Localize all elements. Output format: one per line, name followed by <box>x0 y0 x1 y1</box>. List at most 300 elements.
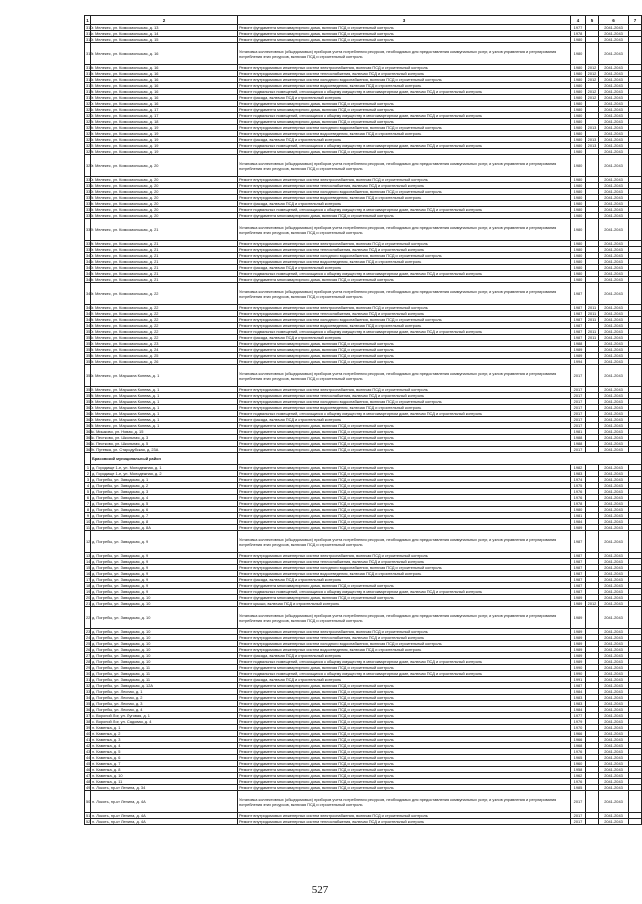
work-type-cell: Ремонт внутридомовых инженерных систем теплоснабжения, включая ПСД и строительный контроль <box>238 247 571 253</box>
address-cell: д. Погребы, ул. Лесная, д. 2 <box>91 695 238 701</box>
planned-period-cell: 2041-2043 <box>599 577 629 583</box>
commissioning-year-cell: 1980 <box>571 95 586 101</box>
row-number-cell: 338 <box>86 241 93 246</box>
row-number-cell: 32 <box>86 683 91 688</box>
table-row <box>85 283 642 305</box>
row-number-cell: 326 <box>86 137 93 142</box>
commissioning-year-cell: 1980 <box>571 259 586 265</box>
commissioning-year-cell: 1965 <box>571 755 586 761</box>
work-type-cell: Ремонт фасада, включая ПСД и строительный контроль <box>238 335 571 341</box>
address-cell: п. Локоть, пр-кт Ленина, д. 4А <box>91 813 238 819</box>
work-type-cell: Ремонт фундамента многоквартирного дома, включая ПСД и строительный контроль <box>238 25 571 31</box>
commissioning-year-cell: 1985 <box>571 785 586 791</box>
address-cell: г. Мелекес, ул. Комсомольская, д. 20 <box>91 177 238 183</box>
address-cell: п. Каменка, д. 3 <box>91 737 238 743</box>
row-number-cell: 40 <box>86 731 91 736</box>
work-type-cell: Ремонт подвальных помещений, относящихся к общему имуществу в многоквартирном доме, включая ПСД и строительный контроль <box>238 671 571 677</box>
address-cell: г. Мелекес, ул. Комсомольская, д. 20 <box>91 207 238 213</box>
work-type-cell: Ремонт подвальных помещений, относящихся к общему имуществу в многоквартирном доме, включая ПСД и строительный контроль <box>238 659 571 665</box>
address-cell: п. Локоть, пр-кт Ленина, д. 34 <box>91 785 238 791</box>
planned-period-cell: 2041-2043 <box>599 31 629 37</box>
planned-period-cell: 2041-2043 <box>599 25 629 31</box>
row-number-cell: 42 <box>86 743 91 748</box>
commissioning-year-cell: 1966 <box>571 737 586 743</box>
row-number-cell: 45 <box>86 761 91 766</box>
commissioning-year-cell: 1980 <box>571 43 586 65</box>
work-type-cell: Ремонт фундамента многоквартирного дома, включая ПСД и строительный контроль <box>238 779 571 785</box>
commissioning-year-cell: 1989 <box>571 653 586 659</box>
commissioning-year-cell: 1980 <box>571 183 586 189</box>
planned-period-cell: 2041-2043 <box>599 819 629 825</box>
work-type-cell: Ремонт фундамента многоквартирного дома, включая ПСД и строительный контроль <box>238 519 571 525</box>
table-row <box>85 365 642 387</box>
planned-period-cell: 2041-2043 <box>599 83 629 89</box>
row-number-cell: 44 <box>86 755 91 760</box>
address-cell: п. Каменка, д. 10 <box>91 773 238 779</box>
planned-period-cell: 2041-2043 <box>599 595 629 601</box>
commissioning-year-cell: 1976 <box>571 489 586 495</box>
commissioning-year-cell: 1980 <box>571 65 586 71</box>
planned-period-cell: 2041-2043 <box>599 311 629 317</box>
row-number-cell: 313 <box>85 43 91 65</box>
commissioning-year-cell: 1987 <box>571 589 586 595</box>
address-cell: г. Мелекес, ул. Комсомольская, д. 24 <box>91 347 238 353</box>
work-type-cell: Ремонт фундамента многоквартирного дома, включая ПСД и строительный контроль <box>238 495 571 501</box>
work-type-cell: Ремонт фундамента многоквартирного дома, включая ПСД и строительный контроль <box>238 665 571 671</box>
address-cell: д. Погребы, ул. Заводская, д. 7 <box>91 513 238 519</box>
planned-period-cell: 2041-2043 <box>599 353 629 359</box>
row-number-cell: 41 <box>86 737 91 742</box>
commissioning-year-cell: 2017 <box>571 387 586 393</box>
note-cell <box>629 791 642 813</box>
header-col-7: 7 <box>629 16 642 25</box>
address-cell: г. Мелекес, ул. Комсомольская, д. 22 <box>91 317 238 323</box>
row-number-cell: 349 <box>86 323 93 328</box>
work-type-cell: Установка коллективных (общедомовых) приборов учета потребления ресурсов, необходимых для предоставления коммунальных услуг, и узлов управления и регулирования потребления этих ресурсов, включая ПСД и строительный контроль <box>238 283 571 305</box>
address-cell: г. Мелекес, ул. Комсомольская, д. 15 <box>91 37 238 43</box>
planned-period-cell: 2041-2043 <box>599 113 629 119</box>
work-type-cell: Ремонт подвальных помещений, относящихся к общему имуществу в многоквартирном доме, включая ПСД и строительный контроль <box>238 329 571 335</box>
planned-period-cell: 2041-2043 <box>599 283 629 305</box>
commissioning-year-cell: 1989 <box>571 353 586 359</box>
row-number-cell: 363 <box>86 423 93 428</box>
row-number-cell: 27 <box>86 653 91 658</box>
work-type-cell: Ремонт фундамента многоквартирного дома, включая ПСД и строительный контроль <box>238 341 571 347</box>
planned-period-cell: 2041-2043 <box>599 247 629 253</box>
address-cell: г. Мелекес, ул. Маршала Конева, д. 1 <box>91 365 238 387</box>
address-cell: д. Погребы, ул. Заводская, д. 10 <box>91 659 238 665</box>
row-number-cell: 359 <box>86 399 93 404</box>
commissioning-year-cell: 1980 <box>571 177 586 183</box>
work-type-cell: Ремонт внутридомовых инженерных систем теплоснабжения, включая ПСД и строительный контроль <box>238 71 571 77</box>
address-cell: г. Мелекес, ул. Комсомольская, д. 21 <box>91 241 238 247</box>
last-repair-year-cell <box>586 791 599 813</box>
address-cell: г. Мелекес, ул. Комсомольская, д. 19 <box>91 125 238 131</box>
planned-period-cell: 2041-2043 <box>599 559 629 565</box>
address-cell: п. Каменка, д. 5 <box>91 749 238 755</box>
address-cell: г. Мелекес, ул. Комсомольская, д. 21 <box>91 259 238 265</box>
address-cell: д. Погребы, ул. Лесная, д. 3 <box>91 701 238 707</box>
note-cell <box>629 155 642 177</box>
planned-period-cell: 2041-2043 <box>599 471 629 477</box>
address-cell: д. Погребы, ул. Заводская, д. 9 <box>91 565 238 571</box>
work-type-cell: Ремонт внутридомовых инженерных систем теплоснабжения, включая ПСД и строительный контроль <box>238 819 571 825</box>
row-number-cell: 7 <box>85 501 91 507</box>
address-cell: г. Мелекес, ул. Комсомольская, д. 13 <box>91 25 238 31</box>
work-type-cell: Ремонт подвальных помещений, относящихся к общему имуществу в многоквартирном доме, включая ПСД и строительный контроль <box>238 589 571 595</box>
note-cell <box>629 365 642 387</box>
last-repair-year-cell <box>586 219 599 241</box>
planned-period-cell: 2041-2043 <box>599 71 629 77</box>
address-cell: г. Мелекес, ул. Комсомольская, д. 22 <box>91 323 238 329</box>
address-cell: г. Мелекес, ул. Комсомольская, д. 22 <box>91 305 238 311</box>
work-type-cell: Ремонт фундамента многоквартирного дома, включая ПСД и строительный контроль <box>238 489 571 495</box>
commissioning-year-cell: 1981 <box>571 513 586 519</box>
work-type-cell: Ремонт фундамента многоквартирного дома, включая ПСД и строительный контроль <box>238 719 571 725</box>
commissioning-year-cell: 1987 <box>571 335 586 341</box>
row-number-cell: 6 <box>85 495 91 501</box>
work-type-cell: Ремонт фундамента многоквартирного дома, включая ПСД и строительный контроль <box>238 435 571 441</box>
planned-period-cell: 2041-2043 <box>599 241 629 247</box>
table-row <box>85 43 642 65</box>
commissioning-year-cell: 1975 <box>571 483 586 489</box>
commissioning-year-cell: 1987 <box>571 583 586 589</box>
work-type-cell: Ремонт внутридомовых инженерных систем водоотведения, включая ПСД и строительный контроль <box>238 405 571 411</box>
commissioning-year-cell: 1988 <box>571 441 586 447</box>
commissioning-year-cell: 1980 <box>571 119 586 125</box>
commissioning-year-cell: 1962 <box>571 773 586 779</box>
commissioning-year-cell: 1980 <box>571 77 586 83</box>
commissioning-year-cell: 1980 <box>571 37 586 43</box>
address-cell: г. Мелекес, ул. Комсомольская, д. 14 <box>91 31 238 37</box>
planned-period-cell: 2041-2043 <box>599 583 629 589</box>
row-number-cell: 2 <box>85 471 91 477</box>
address-cell: г. Мелекес, ул. Комсомольская, д. 21 <box>91 277 238 283</box>
planned-period-cell: 2041-2043 <box>599 95 629 101</box>
commissioning-year-cell: 1980 <box>571 131 586 137</box>
work-type-cell: Ремонт внутридомовых инженерных систем водоотведения, включая ПСД и строительный контроль <box>238 131 571 137</box>
last-repair-year-cell: 2013 <box>586 143 599 149</box>
planned-period-cell: 2041-2043 <box>599 477 629 483</box>
planned-period-cell: 2041-2043 <box>599 149 629 155</box>
commissioning-year-cell: 1988 <box>571 341 586 347</box>
work-type-cell: Ремонт внутридомовых инженерных систем водоотведения, включая ПСД и строительный контроль <box>238 571 571 577</box>
row-number-cell: 310 <box>86 25 93 30</box>
work-type-cell: Ремонт фундамента многоквартирного дома, включая ПСД и строительный контроль <box>238 743 571 749</box>
planned-period-cell: 2041-2043 <box>599 565 629 571</box>
row-number-cell: 321 <box>86 107 93 112</box>
address-cell: д. Погребы, ул. Заводская, д. 8 <box>91 519 238 525</box>
row-number-cell: 29 <box>86 665 91 670</box>
row-number-cell: 43 <box>86 749 91 754</box>
work-type-cell: Ремонт внутридомовых инженерных систем теплоснабжения, включая ПСД и строительный контроль <box>238 311 571 317</box>
planned-period-cell: 2041-2043 <box>599 207 629 213</box>
address-cell: г. Мелекес, ул. Комсомольская, д. 20 <box>91 155 238 177</box>
section-row <box>85 453 642 465</box>
row-number-cell: 48 <box>86 779 91 784</box>
planned-period-cell: 2041-2043 <box>599 37 629 43</box>
planned-period-cell: 2041-2043 <box>599 671 629 677</box>
row-number-cell: 31 <box>86 677 91 682</box>
row-number-cell: 352 <box>86 341 93 346</box>
commissioning-year-cell: 1987 <box>571 305 586 311</box>
row-number-cell: 330 <box>86 177 93 182</box>
planned-period-cell: 2041-2043 <box>599 489 629 495</box>
row-number-cell: 17 <box>86 577 91 582</box>
planned-period-cell: 2041-2043 <box>599 779 629 785</box>
planned-period-cell: 2041-2043 <box>599 277 629 283</box>
work-type-cell: Ремонт фундамента многоквартирного дома, включая ПСД и строительный контроль <box>238 689 571 695</box>
address-cell: г. Мелекес, ул. Комсомольская, д. 21 <box>91 253 238 259</box>
planned-period-cell: 2041-2043 <box>599 441 629 447</box>
work-type-cell: Ремонт фундамента многоквартирного дома, включая ПСД и строительный контроль <box>238 761 571 767</box>
work-type-cell: Ремонт внутридомовых инженерных систем теплоснабжения, включая ПСД и строительный контроль <box>238 393 571 399</box>
work-type-cell: Ремонт фундамента многоквартирного дома, включая ПСД и строительный контроль <box>238 447 571 453</box>
work-type-cell: Ремонт внутридомовых инженерных систем холодного водоснабжения, включая ПСД и строительный контроль <box>238 565 571 571</box>
row-number-cell: 324 <box>86 125 93 130</box>
planned-period-cell: 2041-2043 <box>599 177 629 183</box>
address-cell: д. Погребы, ул. Заводская, д. 9 <box>91 553 238 559</box>
commissioning-year-cell: 1980 <box>571 113 586 119</box>
last-repair-year-cell: 2011 <box>586 335 599 341</box>
row-number-cell: 323 <box>86 119 93 124</box>
last-repair-year-cell <box>586 365 599 387</box>
work-type-cell: Ремонт фундамента многоквартирного дома, включая ПСД и строительный контроль <box>238 359 571 365</box>
row-number-cell: 25 <box>86 641 91 646</box>
work-type-cell: Ремонт фундамента многоквартирного дома, включая ПСД и строительный контроль <box>238 595 571 601</box>
header-col-6: 6 <box>599 16 629 25</box>
planned-period-cell: 2041-2043 <box>599 265 629 271</box>
note-cell <box>629 531 642 553</box>
commissioning-year-cell: 1976 <box>571 495 586 501</box>
last-repair-year-cell: 2012 <box>586 89 599 95</box>
work-type-cell: Ремонт внутридомовых инженерных систем теплоснабжения, включая ПСД и строительный контроль <box>238 559 571 565</box>
row-number-cell: 3 <box>85 477 91 483</box>
row-number-cell: 329 <box>85 155 91 177</box>
planned-period-cell: 2041-2043 <box>599 589 629 595</box>
address-cell: г. Мелекес, ул. Комсомольская, д. 16 <box>91 43 238 65</box>
work-type-cell: Ремонт фундамента многоквартирного дома, включая ПСД и строительный контроль <box>238 149 571 155</box>
address-cell: г. Мелекес, ул. Комсомольская, д. 21 <box>91 265 238 271</box>
row-number-cell: 13 <box>86 553 91 558</box>
work-type-cell: Ремонт внутридомовых инженерных систем холодного водоснабжения, включая ПСД и строительный контроль <box>238 125 571 131</box>
work-type-cell: Ремонт фасада, включая ПСД и строительный контроль <box>238 95 571 101</box>
work-type-cell: Ремонт фундамента многоквартирного дома, включая ПСД и строительный контроль <box>238 347 571 353</box>
planned-period-cell: 2041-2043 <box>599 119 629 125</box>
planned-period-cell: 2041-2043 <box>599 417 629 423</box>
work-type-cell: Ремонт внутридомовых инженерных систем водоотведения, включая ПСД и строительный контроль <box>238 195 571 201</box>
work-type-cell: Ремонт фасада, включая ПСД и строительный контроль <box>238 265 571 271</box>
row-number-cell: 325 <box>86 131 93 136</box>
work-type-cell: Ремонт фундамента многоквартирного дома, включая ПСД и строительный контроль <box>238 37 571 43</box>
planned-period-cell: 2041-2043 <box>599 791 629 813</box>
commissioning-year-cell: 2017 <box>571 393 586 399</box>
planned-period-cell: 2041-2043 <box>599 335 629 341</box>
work-type-cell: Ремонт внутридомовых инженерных систем теплоснабжения, включая ПСД и строительный контроль <box>238 183 571 189</box>
planned-period-cell: 2041-2043 <box>599 513 629 519</box>
row-number-cell: 314 <box>86 65 93 70</box>
work-type-cell: Ремонт фундамента многоквартирного дома, включая ПСД и строительный контроль <box>238 785 571 791</box>
work-type-cell: Установка коллективных (общедомовых) приборов учета потребления ресурсов, необходимых для предоставления коммунальных услуг, и узлов управления и регулирования потребления этих ресурсов, включая ПСД и строительный контроль <box>238 607 571 629</box>
work-type-cell: Ремонт внутридомовых инженерных систем водоотведения, включая ПСД и строительный контроль <box>238 323 571 329</box>
row-number-cell: 1 <box>85 465 91 471</box>
address-cell: с. Вороной Лог, ул. Луговая, д. 1 <box>91 713 238 719</box>
planned-period-cell: 2041-2043 <box>599 665 629 671</box>
planned-period-cell: 2041-2043 <box>599 755 629 761</box>
address-cell: г. Мелекес, ул. Комсомольская, д. 20 <box>91 195 238 201</box>
work-type-cell: Ремонт фасада, включая ПСД и строительный контроль <box>238 201 571 207</box>
commissioning-year-cell: 1980 <box>571 253 586 259</box>
work-type-cell: Ремонт фундамента многоквартирного дома, включая ПСД и строительный контроль <box>238 477 571 483</box>
work-type-cell: Установка коллективных (общедомовых) приборов учета потребления ресурсов, необходимых для предоставления коммунальных услуг, и узлов управления и регулирования потребления этих ресурсов, включая ПСД и строительный контроль <box>238 219 571 241</box>
address-cell: п. Каменка, д. 2 <box>91 731 238 737</box>
row-number-cell: 333 <box>86 195 93 200</box>
commissioning-year-cell: 2017 <box>571 813 586 819</box>
row-number-cell: 312 <box>86 37 93 42</box>
address-cell: г. Мелекес, ул. Комсомольская, д. 16 <box>91 83 238 89</box>
address-cell: г. Мелекес, ул. Комсомольская, д. 19 <box>91 131 238 137</box>
planned-period-cell: 2041-2043 <box>599 785 629 791</box>
planned-period-cell: 2041-2043 <box>599 737 629 743</box>
row-number-cell: 335 <box>86 207 93 212</box>
header-col-1: 1 <box>86 17 89 23</box>
work-type-cell: Ремонт фундамента многоквартирного дома, включая ПСД и строительный контроль <box>238 31 571 37</box>
address-cell: д. Погребы, ул. Заводская, д. 6 <box>91 507 238 513</box>
planned-period-cell: 2041-2043 <box>599 155 629 177</box>
commissioning-year-cell: 1978 <box>571 501 586 507</box>
note-cell <box>629 43 642 65</box>
planned-period-cell: 2041-2043 <box>599 689 629 695</box>
planned-period-cell: 2041-2043 <box>599 531 629 553</box>
commissioning-year-cell: 1974 <box>571 477 586 483</box>
work-type-cell: Ремонт фасада, включая ПСД и строительный контроль <box>238 137 571 143</box>
address-cell: д. Погребы, ул. Заводская, д. 9 <box>91 589 238 595</box>
planned-period-cell: 2041-2043 <box>599 423 629 429</box>
row-number-cell: 337 <box>85 219 91 241</box>
work-type-cell: Ремонт подвальных помещений, относящихся к общему имуществу в многоквартирном доме, включая ПСД и строительный контроль <box>238 113 571 119</box>
last-repair-year-cell: 2013 <box>586 125 599 131</box>
commissioning-year-cell: 1980 <box>571 207 586 213</box>
planned-period-cell: 2041-2043 <box>599 607 629 629</box>
address-cell: п. Локоть, пр-кт Ленина, д. 4А <box>91 819 238 825</box>
planned-period-cell: 2041-2043 <box>599 707 629 713</box>
work-type-cell: Ремонт внутридомовых инженерных систем электроснабжения, включая ПСД и строительный контроль <box>238 241 571 247</box>
work-type-cell: Ремонт фундамента многоквартирного дома, включая ПСД и строительный контроль <box>238 773 571 779</box>
planned-period-cell: 2041-2043 <box>599 411 629 417</box>
planned-period-cell: 2041-2043 <box>599 183 629 189</box>
work-type-cell: Ремонт фундамента многоквартирного дома, включая ПСД и строительный контроль <box>238 701 571 707</box>
planned-period-cell: 2041-2043 <box>599 683 629 689</box>
row-number-cell: 346 <box>86 305 93 310</box>
work-type-cell: Ремонт фундамента многоквартирного дома, включая ПСД и строительный контроль <box>238 277 571 283</box>
row-number-cell: 14 <box>86 559 91 564</box>
planned-period-cell: 2041-2043 <box>599 519 629 525</box>
commissioning-year-cell: 1987 <box>571 571 586 577</box>
work-type-cell: Ремонт фасада, включая ПСД и строительный контроль <box>238 677 571 683</box>
commissioning-year-cell: 1983 <box>571 471 586 477</box>
address-cell: с. Пестково, ул. Школьная, д. 5 <box>91 441 238 447</box>
row-number-cell: 51 <box>86 813 91 818</box>
work-type-cell: Установка коллективных (общедомовых) приборов учета потребления ресурсов, необходимых для предоставления коммунальных услуг, и узлов управления и регулирования потребления этих ресурсов, включая ПСД и строительный контроль <box>238 155 571 177</box>
commissioning-year-cell: 1987 <box>571 329 586 335</box>
last-repair-year-cell: 2012 <box>586 65 599 71</box>
row-number-cell: 367 <box>86 447 93 452</box>
commissioning-year-cell: 1980 <box>571 107 586 113</box>
planned-period-cell: 2041-2043 <box>599 507 629 513</box>
header-col-5: 5 <box>586 16 599 25</box>
work-type-cell: Ремонт фундамента многоквартирного дома, включая ПСД и строительный контроль <box>238 213 571 219</box>
row-number-cell: 334 <box>86 201 93 206</box>
address-cell: г. Мелекес, ул. Комсомольская, д. 21 <box>91 219 238 241</box>
address-cell: д. Погребы, ул. Заводская, д. 10 <box>91 607 238 629</box>
address-cell: г. Мелекес, ул. Комсомольская, д. 21 <box>91 247 238 253</box>
row-number-cell: 30 <box>86 671 91 676</box>
row-number-cell: 332 <box>86 189 93 194</box>
planned-period-cell: 2041-2043 <box>599 447 629 453</box>
row-number-cell: 340 <box>86 253 93 258</box>
row-number-cell: 15 <box>86 565 91 570</box>
row-number-cell: 362 <box>86 417 93 422</box>
planned-period-cell: 2041-2043 <box>599 393 629 399</box>
planned-period-cell: 2041-2043 <box>599 501 629 507</box>
header-col-3: 3 <box>238 16 571 25</box>
row-number-cell: 37 <box>86 713 91 718</box>
work-type-cell: Ремонт фундамента многоквартирного дома, включая ПСД и строительный контроль <box>238 471 571 477</box>
planned-period-cell: 2041-2043 <box>599 89 629 95</box>
planned-period-cell: 2041-2043 <box>599 483 629 489</box>
address-cell: г. Мелекес, ул. Маршала Конева, д. 1 <box>91 417 238 423</box>
row-number-cell: 316 <box>86 77 93 82</box>
commissioning-year-cell: 2017 <box>571 417 586 423</box>
row-number-cell: 345 <box>85 283 91 305</box>
commissioning-year-cell: 1989 <box>571 595 586 601</box>
work-type-cell: Установка коллективных (общедомовых) приборов учета потребления ресурсов, необходимых для предоставления коммунальных услуг, и узлов управления и регулирования потребления этих ресурсов, включая ПСД и строительный контроль <box>238 365 571 387</box>
address-cell: д. Погребы, ул. Заводская, д. 3 <box>91 489 238 495</box>
work-type-cell: Ремонт фундамента многоквартирного дома, включая ПСД и строительный контроль <box>238 713 571 719</box>
work-type-cell: Ремонт внутридомовых инженерных систем водоотведения, включая ПСД и строительный контроль <box>238 259 571 265</box>
work-type-cell: Ремонт фундамента многоквартирного дома, включая ПСД и строительный контроль <box>238 767 571 773</box>
row-number-cell: 357 <box>86 387 93 392</box>
work-type-cell: Ремонт внутридомовых инженерных систем холодного водоснабжения, включая ПСД и строительный контроль <box>238 317 571 323</box>
work-type-cell: Ремонт фундамента многоквартирного дома, включая ПСД и строительный контроль <box>238 441 571 447</box>
address-cell: д. Погребы, ул. Заводская, д. 10 <box>91 601 238 607</box>
address-cell: г. Мелекес, ул. Комсомольская, д. 20 <box>91 213 238 219</box>
planned-period-cell: 2041-2043 <box>599 131 629 137</box>
planned-period-cell: 2041-2043 <box>599 773 629 779</box>
work-type-cell: Ремонт подвальных помещений, относящихся к общему имуществу в многоквартирном доме, включая ПСД и строительный контроль <box>238 89 571 95</box>
work-type-cell: Ремонт внутридомовых инженерных систем водоотведения, включая ПСД и строительный контроль <box>238 83 571 89</box>
commissioning-year-cell: 1980 <box>571 155 586 177</box>
work-type-cell: Ремонт фасада, включая ПСД и строительный контроль <box>238 577 571 583</box>
address-cell: г. Мелекес, ул. Комсомольская, д. 22 <box>91 311 238 317</box>
address-cell: г. Мелекес, ул. Комсомольская, д. 17 <box>91 113 238 119</box>
last-repair-year-cell <box>586 155 599 177</box>
section-title: Брасовский муниципальный район <box>91 453 238 465</box>
address-cell: д. Погребы, ул. Заводская, д. 11 <box>91 671 238 677</box>
commissioning-year-cell: 1980 <box>571 83 586 89</box>
planned-period-cell: 2041-2043 <box>599 767 629 773</box>
note-cell <box>629 819 642 825</box>
planned-period-cell: 2041-2043 <box>599 195 629 201</box>
row-number-cell: 322 <box>86 113 93 118</box>
row-number-cell: 4 <box>85 483 91 489</box>
commissioning-year-cell: 1989 <box>571 601 586 607</box>
address-cell: с. Мишково, ул. Новая, д. 15 <box>91 429 238 435</box>
work-type-cell: Ремонт фундамента многоквартирного дома, включая ПСД и строительный контроль <box>238 107 571 113</box>
commissioning-year-cell: 1980 <box>571 219 586 241</box>
commissioning-year-cell: 1977 <box>571 25 586 31</box>
work-type-cell: Ремонт фундамента многоквартирного дома, включая ПСД и строительный контроль <box>238 353 571 359</box>
